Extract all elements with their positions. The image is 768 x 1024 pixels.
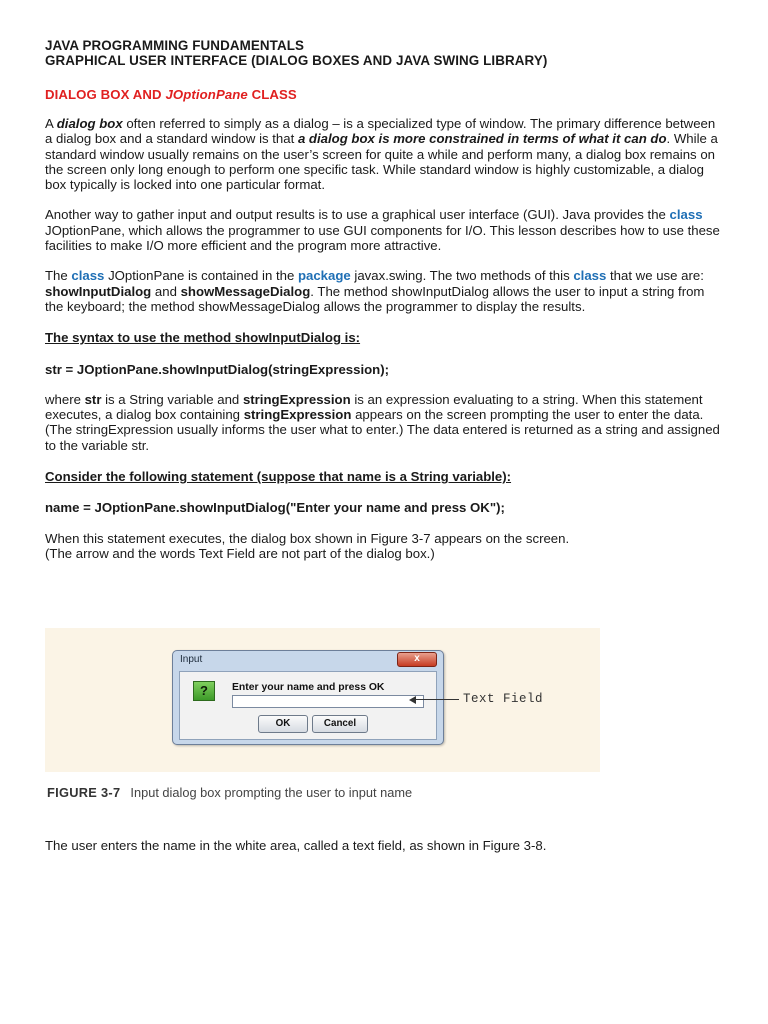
header-line-2: GRAPHICAL USER INTERFACE (DIALOG BOXES AND JAVA SWING LIBRARY) [45,53,548,68]
text-run: The [45,268,72,284]
text-field-annotation: Text Field [463,692,544,706]
close-icon: x [397,652,437,667]
input-dialog-illustration [172,650,444,745]
method-show-input-dialog: showInputDialog [45,283,152,299]
paragraph-gui-intro [45,207,725,253]
keyword-class: class [71,268,105,284]
question-icon: ? [193,681,215,701]
paragraph-joptionpane-methods [45,268,725,314]
text-line: When this statement executes, the dialog box shown in Figure 3-7 appears on the screen. [45,530,570,546]
paragraph-text-field-note: The user enters the name in the white area, called a text field, as shown in Figure 3-8. [45,838,547,853]
document-header [45,38,725,68]
text-run: is a String variable and [101,391,243,407]
emphasis-dialog-box: dialog box [56,116,123,131]
paragraph-dialog-box-definition [45,116,725,192]
text-run: JOptionPane, which allows the programmer to use GUI components for I/O. This lesson describes how to use these facilities to make I/O more efficient and the program more attractive. [45,222,720,254]
document-page [45,38,725,561]
text-run: javax.swing. The two methods of this [350,268,574,284]
text-run: often referred to simply as a dialog – is a specialized type of window. The primary difference between a dialog box and a standard window is that [45,116,716,147]
keyword-class: class [669,207,703,223]
header-line-1: JAVA PROGRAMMING FUNDAMENTALS [45,38,305,53]
pointer-arrow-line [415,699,459,700]
section-title-class-name: JOptionPane [165,87,248,102]
arrow-left-icon [409,696,416,704]
text-run: appears on the screen prompting the user to enter the data. (The stringExpression usually informs the user what to enter.) The data entered is returned as a string and assigned to the variable str. [45,407,720,453]
emphasis-constrained: a dialog box is more constrained in terms of what it can do [297,131,667,147]
text-run: where [45,391,85,407]
figure-caption [47,785,412,800]
figure-number: FIGURE 3-7 [47,785,121,800]
dialog-prompt: Enter your name and press OK [232,682,385,693]
text-run: is an expression evaluating to a string. When this statement executes, a dialog box containing [45,391,703,423]
term-str: str [84,391,102,407]
text-run: . While a standard window usually remains on the user’s screen for quite a while and perform many, a dialog box remains on the screen only long enough to perform one specific task. While standard window is highly customizable, a dialog box typically is locked into one particular format. [45,131,718,193]
keyword-class: class [573,268,607,284]
term-string-expression: stringExpression [242,391,351,407]
syntax-code: str = JOptionPane.showInputDialog(stringExpression); [45,361,390,377]
section-title-part3: CLASS [247,87,297,102]
dialog-title: Input [180,654,203,665]
method-show-message-dialog: showMessageDialog [180,283,311,299]
paragraph-syntax-explanation [45,392,725,453]
text-run: that we use are: [606,268,704,284]
example-code: name = JOptionPane.showInputDialog("Enter your name and press OK"); [45,500,505,516]
text-run: Another way to gather input and output results is to use a graphical user interface (GUI). Java provides the [45,207,670,223]
term-string-expression: stringExpression [243,407,352,423]
text-run: . The method showInputDialog allows the user to input a string from the keyboard; the method showMessageDialog allows the programmer to display the results. [45,283,705,314]
text-line: (The arrow and the words Text Field are not part of the dialog box.) [45,545,435,561]
syntax-heading: The syntax to use the method showInputDialog is: [45,330,361,346]
text-run: JOptionPane is contained in the [104,268,298,284]
paragraph-figure-intro [45,531,725,562]
dialog-body [179,671,437,740]
section-title-part1: DIALOG BOX AND [45,87,166,102]
consider-heading: Consider the following statement (suppose that name is a String variable): [45,469,512,485]
keyword-package: package [297,268,351,284]
cancel-button: Cancel [312,715,368,733]
ok-button: OK [258,715,308,733]
dialog-text-field [232,695,424,708]
text-run: and [151,283,181,299]
text-run: A [45,116,57,131]
figure-caption-text: Input dialog box prompting the user to input name [130,785,413,800]
section-title [45,87,725,102]
